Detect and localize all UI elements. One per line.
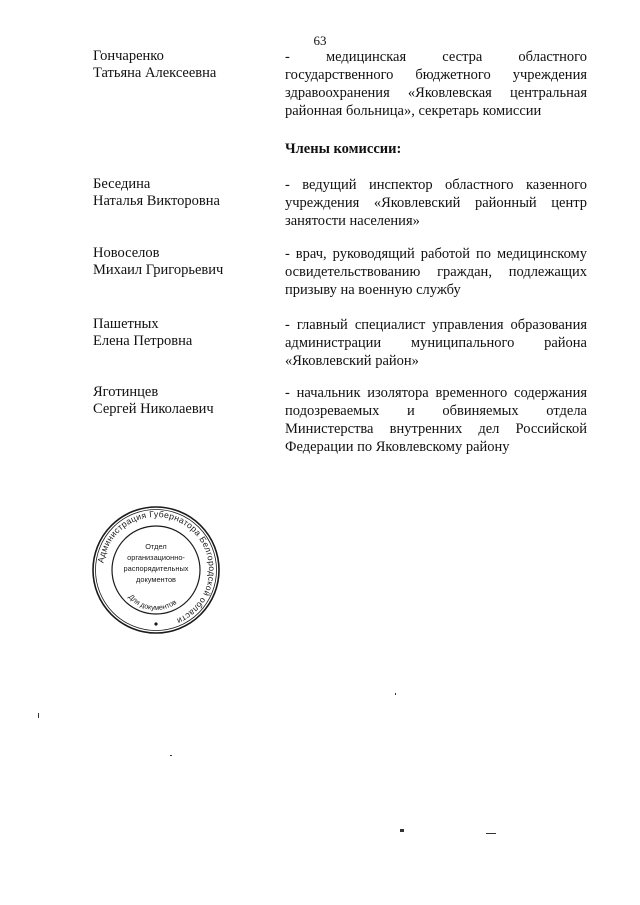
scan-speck [486,833,496,834]
member-given-names: Михаил Григорьевич [93,262,224,278]
members-heading: Члены комиссии: [285,141,402,157]
stamp-outer-text: Администрация Губернатора Белгородской области [95,508,218,627]
member-given-names: Елена Петровна [93,333,193,349]
member-surname: Яготинцев [93,384,159,400]
page-number: 63 [313,33,327,48]
member-role: - врач, руководящий работой по медицинскому освидетельствованию граждан, подлежащих призыву на военную службу [285,246,587,298]
secretary-surname: Гончаренко [93,48,164,64]
scan-speck [395,693,396,695]
secretary-given-names: Татьяна Алексеевна [93,65,217,81]
scan-speck [170,755,172,756]
member-role: - главный специалист управления образования администрации муниципального района «Яковлевский район» [285,317,587,369]
member-surname: Пашетных [93,316,159,332]
official-stamp [90,504,222,636]
member-name [93,316,273,350]
stamp-center-line: организационно- [127,553,185,562]
scan-speck [38,713,39,718]
member-name [93,176,273,210]
stamp-center-line: документов [136,575,176,584]
stamp-center-line: Отдел [145,542,167,551]
svg-text:Для документов [127,592,178,612]
member-surname: Беседина [93,176,151,192]
stamp-inner-arc-text: Для документов [126,592,179,613]
member-given-names: Наталья Викторовна [93,193,220,209]
stamp-dot-icon [154,622,157,625]
secretary-role: - медицинская сестра областного государственного бюджетного учреждения здравоохранения «Яковлевская центральная районная больница», секретарь комиссии [285,49,587,119]
member-surname: Новоселов [93,245,160,261]
member-given-names: Сергей Николаевич [93,401,214,417]
scan-speck [400,829,404,832]
member-role: - начальник изолятора временного содержания подозреваемых и обвиняемых отдела Министерства внутренних дел Российской Федерации по Яковлевскому району [285,385,587,455]
stamp-center-line: распорядительных [123,564,189,573]
secretary-name [93,48,273,82]
member-role: - ведущий инспектор областного казенного учреждения «Яковлевский районный центр занятости населения» [285,177,587,229]
member-name [93,245,273,279]
member-name [93,384,273,418]
